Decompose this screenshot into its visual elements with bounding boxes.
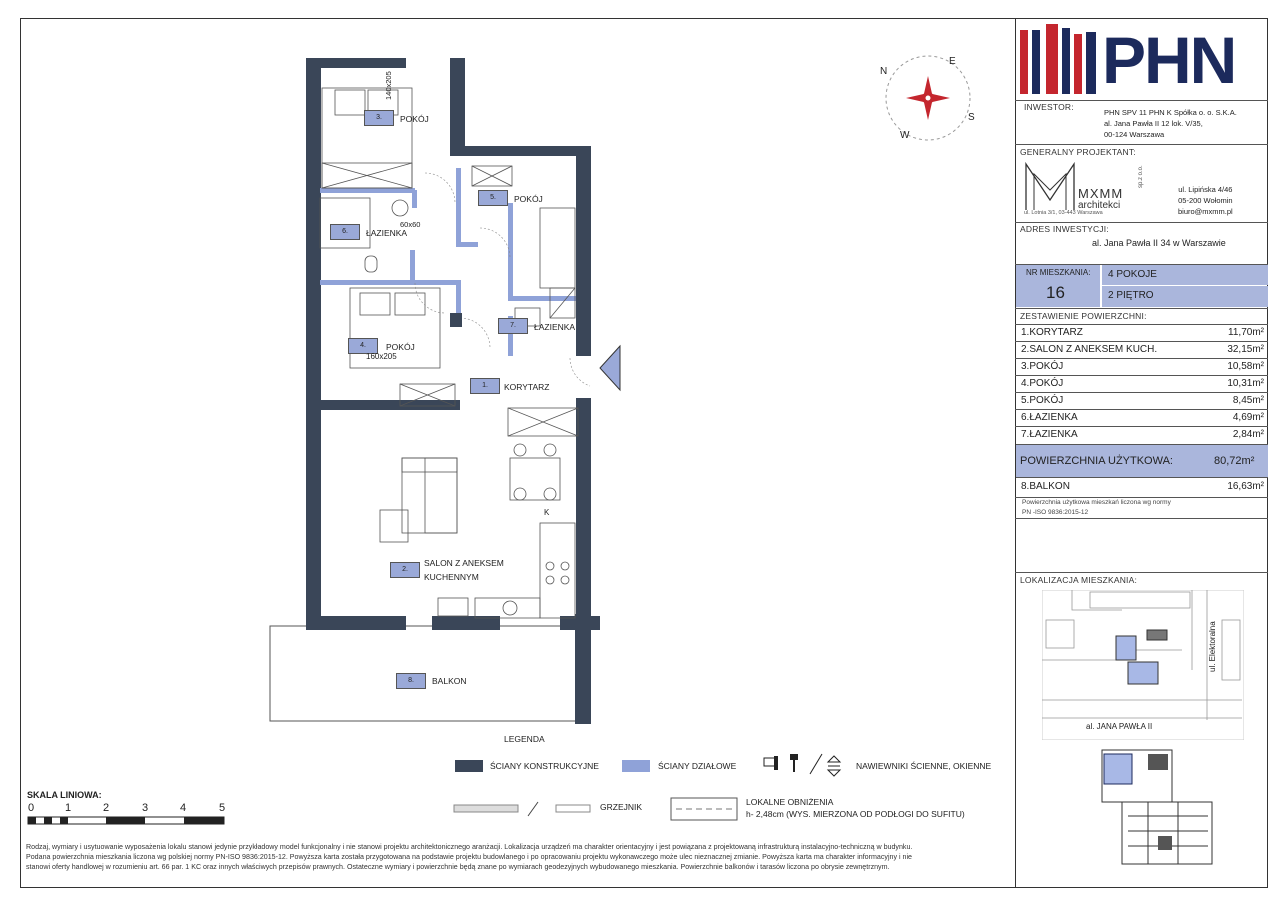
scale-tick-3: 3 — [142, 802, 149, 814]
area-row — [1015, 392, 1268, 410]
scale-label: SKALA LINIOWA: — [27, 790, 102, 800]
room-name-5: POKÓJ — [514, 194, 543, 204]
legend-vents: NAWIEWNIKI ŚCIENNE, OKIENNE — [856, 761, 992, 771]
room-name-8: BALKON — [432, 676, 467, 686]
area-row — [1015, 341, 1268, 359]
entrance-marker — [600, 346, 620, 390]
area-value: 10,58m² — [1227, 361, 1264, 372]
room-tag-6: 6. — [330, 224, 360, 240]
usable-area-label: POWIERZCHNIA UŻYTKOWA: — [1020, 455, 1173, 467]
disclaimer-line-2: Podana powierzchnia mieszkania liczona wg polskiej normy PN-ISO 9836:2015-12. Powyższa karta została przygotowana na podstawie projektu budowlanego i po opracowaniu projektu wykonawczego może ulec nieznacznej zmianie. Powyższa karta ma charakter informacyjny i nie — [26, 853, 912, 861]
room-tag-8: 8. — [396, 673, 426, 689]
balcony-name: 8.BALKON — [1021, 481, 1070, 492]
mxmm-address: ul. Lotnia 3/1, 03-443 Warszawa — [1024, 210, 1103, 216]
designer-info — [1178, 184, 1233, 217]
areas-label: ZESTAWIENIE POWIERZCHNI: — [1020, 311, 1147, 321]
radiator-icon — [452, 800, 592, 818]
legend-structural-swatch — [455, 760, 483, 772]
scale-tick-4: 4 — [180, 802, 187, 814]
designer-line-1: ul. Lipińska 4/46 — [1178, 185, 1233, 194]
disclaimer-line-1: Rodzaj, wymiary i usytuowanie wyposażenia lokalu stanowi jedynie przykładowy model funkcjonalny i nie stanowi projektu architektonicznego aranżacji. Lokalizacja urządzeń ma charakter orientacyjny i jest powiązana z projektowaną infrastrukturą instalacyjno-techniczną w budynku. — [26, 843, 913, 851]
area-name: 6.ŁAZIENKA — [1021, 412, 1078, 423]
room-tag-3: 3. — [364, 110, 394, 126]
lowered-ceiling-icon — [670, 797, 738, 821]
address-value: al. Jana Pawła II 34 w Warszawie — [1092, 238, 1226, 248]
legend-title: LEGENDA — [504, 734, 545, 744]
room-tag-1: 1. — [470, 378, 500, 394]
room-dims-4: 160x205 — [366, 352, 397, 361]
investor-info — [1104, 107, 1237, 140]
compass-n: N — [880, 66, 888, 77]
mxmm-brand-2: architekci — [1078, 200, 1121, 211]
balcony-row — [1015, 479, 1268, 496]
scale-tick-5: 5 — [219, 802, 226, 814]
legend-structural: ŚCIANY KONSTRUKCYJNE — [490, 761, 599, 771]
phn-logo-mark — [1018, 24, 1100, 96]
room-name-4: POKÓJ — [386, 342, 415, 352]
designer-line-3: biuro@mxmm.pl — [1178, 207, 1233, 216]
mxmm-logo-mark — [1024, 160, 1076, 212]
legend-partition-swatch — [622, 760, 650, 772]
room-name-3: POKÓJ — [400, 114, 429, 124]
area-value: 4,69m² — [1232, 412, 1264, 423]
area-value: 8,45m² — [1232, 395, 1264, 406]
room-tag-2: 2. — [390, 562, 420, 578]
area-value: 2,84m² — [1232, 429, 1264, 440]
scale-tick-2: 2 — [103, 802, 110, 814]
room-name-7: ŁAZIENKA — [534, 322, 576, 332]
area-value: 10,31m² — [1227, 378, 1264, 389]
designer-label: GENERALNY PROJEKTANT: — [1020, 147, 1136, 157]
scale-tick-0: 0 — [28, 802, 35, 814]
investor-label: INWESTOR: — [1024, 102, 1074, 112]
mxmm-brand: MXMM — [1078, 186, 1124, 201]
area-name: 7.ŁAZIENKA — [1021, 429, 1078, 440]
room-tag-5: 5. — [478, 190, 508, 206]
room-dims-6: 60x60 — [400, 220, 421, 229]
area-value: 32,15m² — [1227, 344, 1264, 355]
apartment-number-label: NR MIESZKANIA: — [1026, 268, 1091, 277]
area-note-2: PN -ISO 9836:2015-12 — [1022, 509, 1089, 516]
investor-line-2: al. Jana Pawła II 12 lok. V/35, — [1104, 119, 1203, 128]
shaft — [450, 313, 462, 327]
kitchen-mark: K — [544, 508, 550, 517]
floor-key-plan — [1088, 746, 1218, 878]
balcony-value: 16,63m² — [1227, 481, 1264, 492]
area-row — [1015, 426, 1268, 444]
legend-lowered-1: LOKALNE OBNIŻENIA — [746, 797, 834, 807]
room-name-2b: KUCHENNYM — [424, 572, 479, 582]
scale-bar — [27, 816, 227, 826]
structural-walls — [306, 58, 600, 724]
floor-plan — [20, 18, 1015, 888]
scale-tick-1: 1 — [65, 802, 72, 814]
apartment-floor: 2 PIĘTRO — [1108, 290, 1154, 301]
investor-line-3: 00-124 Warszawa — [1104, 130, 1165, 139]
room-dims-3: 140x205 — [384, 71, 393, 100]
address-label: ADRES INWESTYCJI: — [1020, 224, 1109, 234]
vent-icon — [760, 752, 850, 778]
room-tag-4: 4. — [348, 338, 378, 354]
room-name-6: ŁAZIENKA — [366, 228, 408, 238]
compass-e: E — [949, 56, 956, 67]
legend-radiator: GRZEJNIK — [600, 802, 643, 812]
area-name: 5.POKÓJ — [1021, 395, 1064, 406]
area-name: 3.POKÓJ — [1021, 361, 1064, 372]
area-row — [1015, 358, 1268, 376]
room-tag-7: 7. — [498, 318, 528, 334]
designer-line-2: 05-200 Wołomin — [1178, 196, 1233, 205]
mxmm-tag: sp.z o.o. — [1138, 165, 1144, 188]
room-name-1: KORYTARZ — [504, 382, 550, 392]
room-name-2: SALON Z ANEKSEM — [424, 558, 504, 568]
investor-line-1: PHN SPV 11 PHN K Spółka o. o. S.K.A. — [1104, 108, 1237, 117]
disclaimer — [26, 842, 1011, 872]
apartment-rooms: 4 POKOJE — [1108, 269, 1157, 280]
compass-w: W — [900, 130, 910, 141]
usable-area-value: 80,72m² — [1214, 455, 1255, 467]
area-name: 1.KORYTARZ — [1021, 327, 1083, 338]
area-row — [1015, 375, 1268, 393]
apartment-number: 16 — [1046, 283, 1065, 302]
location-street-2: al. JANA PAWŁA II — [1086, 722, 1153, 731]
area-row — [1015, 324, 1268, 342]
compass — [886, 56, 970, 140]
legend-partition: ŚCIANY DZIAŁOWE — [658, 761, 737, 771]
area-row — [1015, 409, 1268, 427]
area-name: 4.POKÓJ — [1021, 378, 1064, 389]
phn-logo-text: PHN — [1102, 23, 1236, 97]
area-value: 11,70m² — [1228, 327, 1264, 338]
disclaimer-line-3: stanowi oferty handlowej w rozumieniu art. 66 par. 1 KC oraz innych właściwych przepisów prawnych. Ostateczne wymiary i powierzchnie będą znane po wymiarach geodezyjnych wybudowanego mieszkania. Powierzchnie balkonów i tarasów liczona po obrysie zewnętrznym. — [26, 863, 890, 871]
location-label: LOKALIZACJA MIESZKANIA: — [1020, 575, 1138, 585]
legend-lowered-2: h- 2,48cm (WYS. MIERZONA OD PODŁOGI DO SUFITU) — [746, 809, 965, 819]
location-street-1: ul. Elektoralna — [1208, 621, 1217, 672]
area-note-1: Powierzchnia użytkowa mieszkań liczona wg normy — [1022, 499, 1171, 506]
compass-s: S — [968, 112, 975, 123]
area-name: 2.SALON Z ANEKSEM KUCH. — [1021, 344, 1158, 355]
